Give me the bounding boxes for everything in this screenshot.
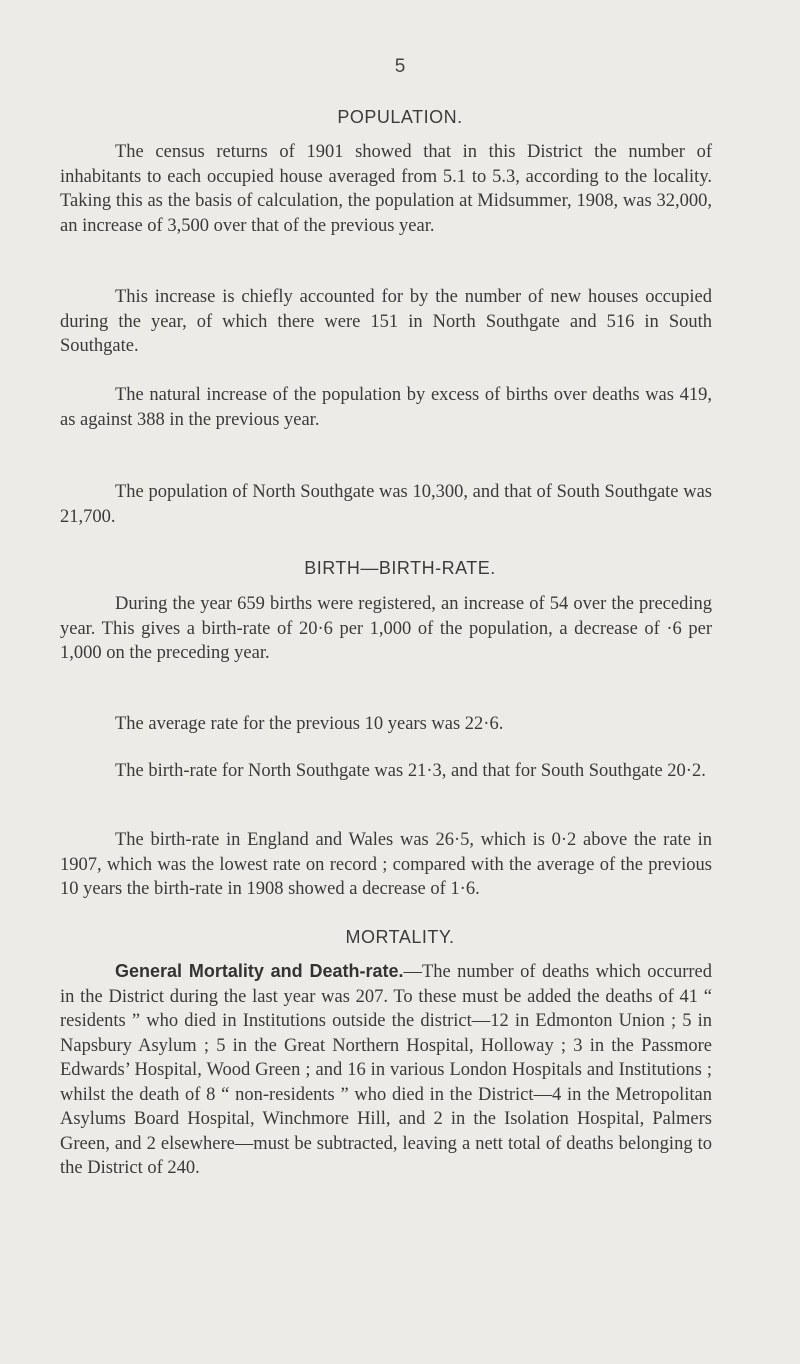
mortality-paragraph <box>60 959 712 1181</box>
heading-mortality: MORTALITY. <box>345 927 455 947</box>
mortality-paragraph-text: —The number of deaths which occurred in the District during the last year was 207. To these must be added the deaths of 41 “ residents ” who died in Institutions outside the district—12 in Edmonton Union ; 5 in Napsbury Asylum ; 5 in the Great Northern Hospital, Holloway ; 3 in the Passmore Edwards’ Hospital, Wood Green ; and 16 in various London Hospitals and Institutions ; whilst the death of 8 “ non-residents ” who died in the District—4 in the Metropolitan Asylums Board Hospital, Winchmore Hill, and 2 in the Isolation Hospital, Palmers Green, and 2 elsewhere—must be subtracted, leaving a nett total of deaths belonging to the District of 240. <box>60 962 712 1178</box>
birth-rate-paragraph-3: The birth-rate for North Southgate was 21·3, and that for South Southgate 20·2. <box>115 761 706 781</box>
heading-birth-rate: BIRTH—BIRTH-RATE. <box>304 558 496 578</box>
population-paragraph-4: The population of North Southgate was 10,300, and that of South Southgate was 21,700. <box>60 482 712 527</box>
population-paragraph-3: The natural increase of the population by excess of births over deaths was 419, as against 388 in the previous year. <box>60 385 712 430</box>
mortality-runin-title: General Mortality and Death-rate. <box>115 961 404 981</box>
birth-rate-paragraph-1: During the year 659 births were registered, an increase of 54 over the preceding year. This gives a birth-rate of 20·6 per 1,000 of the population, a decrease of ·6 per 1,000 on the preceding year. <box>60 594 712 663</box>
population-paragraph-2: This increase is chiefly accounted for by the number of new houses occupied during the year, of which there were 151 in North Southgate and 516 in South Southgate. <box>60 287 712 356</box>
birth-rate-paragraph-4: The birth-rate in England and Wales was 26·5, which is 0·2 above the rate in 1907, which was the lowest rate on record ; compared with the average of the previous 10 years the birth-rate in 1908 showed a decrease of 1·6. <box>60 830 712 899</box>
birth-rate-paragraph-2: The average rate for the previous 10 years was 22·6. <box>115 714 504 734</box>
heading-population: POPULATION. <box>337 107 463 127</box>
page-number: 5 <box>394 56 406 77</box>
population-paragraph-1: The census returns of 1901 showed that in this District the number of inhabitants to each occupied house averaged from 5.1 to 5.3, according to the locality. Taking this as the basis of calculation, the population at Midsummer, 1908, was 32,000, an increase of 3,500 over that of the previous year. <box>60 142 712 236</box>
